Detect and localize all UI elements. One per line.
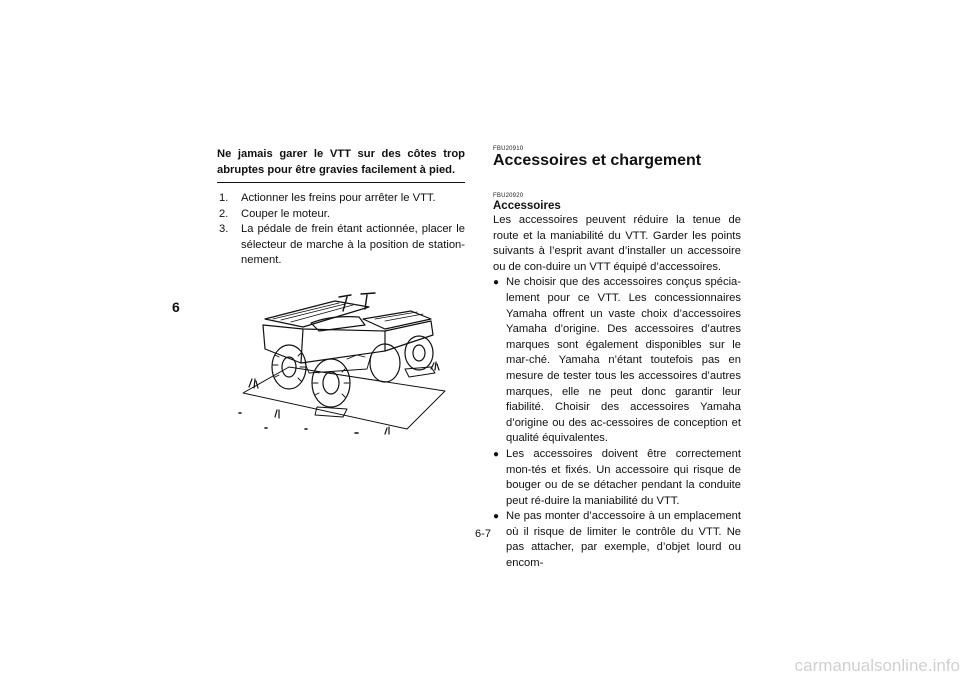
intro-paragraph: Les accessoires peuvent réduire la tenue de route et la maniabilité du VTT. Garder les points suivants à l’esprit avant d’installer un accessoire ou de con-duire un VTT équipé d’accessoires. (493, 214, 741, 273)
list-item: 2. Couper le moteur. (219, 207, 330, 220)
left-column (217, 146, 465, 444)
steps-list (217, 191, 465, 269)
reference-code: FBU20910 (493, 146, 524, 152)
list-item: ● Ne pas monter d’accessoire à un emplacement où il risque de limiter le contrôle du VTT. Ne pas attacher, par exemple, d’objet lourd ou encom- (493, 509, 741, 571)
bullet-icon: ● (493, 448, 500, 460)
right-column (493, 146, 741, 572)
list-item: ● Les accessoires doivent être correctement mon-tés et fixés. Un accessoire qui risque de bouger ou de se détacher pendant la conduite peut ré-duire la maniabilité du VTT. (493, 447, 741, 509)
bullet-icon: ● (493, 511, 500, 523)
bullet-list (493, 275, 741, 571)
page-number: 6-7 (475, 528, 491, 540)
atv-parked-illustration (235, 289, 455, 439)
chapter-tab: 6 (172, 299, 180, 315)
list-item: 3. La pédale de frein étant actionnée, placer le sélecteur de marche à la position de station-nement. (219, 223, 465, 266)
warning-text: Ne jamais garer le VTT sur des côtes trop abruptes pour être gravies facilement à pied. (217, 146, 465, 183)
list-item: 1. Actionner les freins pour arrêter le VTT. (219, 192, 436, 204)
reference-code: FBU20920 (493, 193, 524, 199)
watermark-text: carmanualsonline.info (794, 656, 960, 675)
subsection-title: Accessoires (493, 200, 561, 212)
list-item: ● Ne choisir que des accessoires conçus spécia-lement pour ce VTT. Les concessionnaires Yamaha offrent un vaste choix d’accessoires Yamaha d’origine. Des accessoires d’autres marques sont également disponibles sur le mar-ché. Yamaha n’étant toutefois pas en mesure de tester tous les accessoires d’autres marques, elle ne peut donc garantir leur fiabilité. Choisir des accessoires Yamaha d’origine ou des ac-cessoires de conception et qualité équivalentes. (493, 275, 741, 447)
section-title: Accessoires et chargement (493, 152, 702, 169)
bullet-icon: ● (493, 277, 500, 289)
